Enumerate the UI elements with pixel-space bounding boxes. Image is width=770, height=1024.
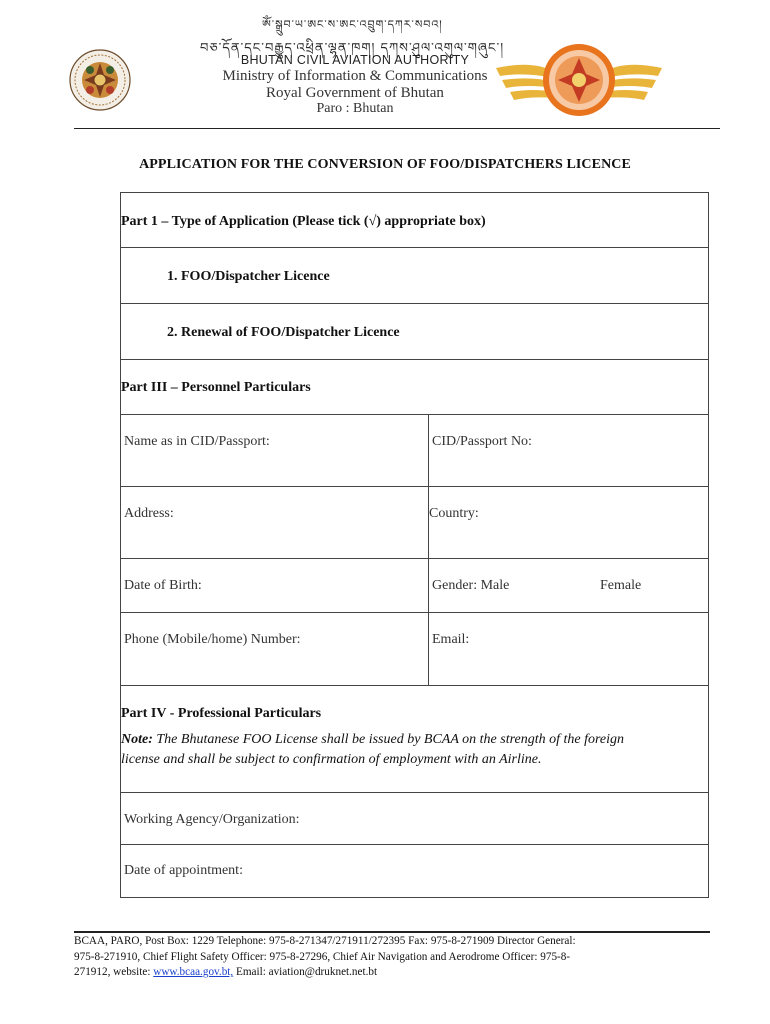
part3-heading-row [121, 360, 708, 415]
ministry-name: Ministry of Information & Communications [222, 68, 488, 84]
gender-male-option[interactable]: Gender: Male [432, 578, 510, 593]
national-emblem-logo [68, 48, 132, 112]
phone-email-row [121, 613, 708, 686]
name-field-label[interactable]: Name as in CID/Passport: [124, 434, 270, 449]
gender-female-option[interactable]: Female [600, 578, 642, 593]
part1-heading: Part 1 – Type of Application (Please tick (√) appropriate box) [121, 214, 486, 229]
agency-row [121, 793, 708, 845]
part4-heading-row [121, 686, 708, 793]
column-divider [428, 559, 429, 613]
appointment-row [121, 845, 708, 897]
column-divider [428, 613, 429, 686]
phone-field-label[interactable]: Phone (Mobile/home) Number: [124, 632, 301, 647]
dzongkha-header-line-2: བཅ་དོན་དང་བརྒྱུད་འཕྲིན་ལྷན་ཁག། དཀས་ཤུལ་འགུལ་གཞུང་། [200, 41, 505, 56]
dob-field-label[interactable]: Date of Birth: [124, 578, 202, 593]
agency-field-label[interactable]: Working Agency/Organization: [124, 812, 300, 827]
part3-heading: Part III – Personnel Particulars [121, 380, 311, 395]
dzongkha-header-line-1: ༀ་སྒྲུབ་ཡ་ཨང་ས་ཨང་འབྲུག་དཀར་སབའ། [262, 18, 443, 31]
license-note [121, 730, 701, 770]
part1-heading-row [121, 193, 708, 248]
document-title: APPLICATION FOR THE CONVERSION OF FOO/DISPATCHERS LICENCE [139, 157, 631, 172]
location: Paro : Bhutan [316, 101, 394, 116]
header-divider [74, 128, 720, 129]
note-text-line2: license and shall be subject to confirmation of employment with an Airline. [121, 752, 542, 767]
option-foo-licence-row[interactable] [121, 248, 708, 304]
authority-name: BHUTAN CIVIL AVIATION AUTHORITY [240, 53, 470, 67]
email-field-label[interactable]: Email: [432, 632, 470, 647]
address-field-label[interactable]: Address: [124, 506, 174, 521]
footer-email: Email: aviation@druknet.net.bt [233, 966, 378, 978]
footer-line-2: 975-8-271910, Chief Flight Safety Officer: 975-8-27296, Chief Air Navigation and Aerodrome Officer: 975-8- [74, 950, 571, 963]
part4-heading: Part IV - Professional Particulars [121, 706, 322, 721]
footer-contact [74, 934, 714, 981]
footer-line-1: BCAA, PARO, Post Box: 1229 Telephone: 975-8-271347/271911/272395 Fax: 975-8-271909 Director General: [74, 935, 576, 947]
appointment-field-label[interactable]: Date of appointment: [124, 863, 243, 878]
column-divider [428, 487, 429, 559]
note-prefix: Note: [121, 732, 153, 747]
address-country-row [121, 487, 708, 559]
cid-field-label[interactable]: CID/Passport No: [432, 434, 532, 449]
website-link[interactable]: www.bcaa.gov.bt, [153, 966, 234, 978]
option-renewal-row[interactable] [121, 304, 708, 360]
dob-gender-row [121, 559, 708, 613]
option-renewal-label: 2. Renewal of FOO/Dispatcher Licence [167, 325, 400, 340]
bcaa-winged-logo [494, 38, 664, 122]
country-field-label[interactable]: Country: [429, 506, 479, 521]
name-cid-row [121, 415, 708, 487]
option-foo-licence-label: 1. FOO/Dispatcher Licence [167, 269, 330, 284]
application-form-table [120, 192, 709, 898]
column-divider [428, 415, 429, 487]
footer-divider [74, 931, 710, 933]
footer-line-3-prefix: 271912, website: [74, 966, 154, 978]
government-name: Royal Government of Bhutan [266, 85, 444, 101]
note-text-line1: The Bhutanese FOO License shall be issued by BCAA on the strength of the foreign [152, 732, 625, 747]
footer-line-3 [74, 965, 714, 981]
